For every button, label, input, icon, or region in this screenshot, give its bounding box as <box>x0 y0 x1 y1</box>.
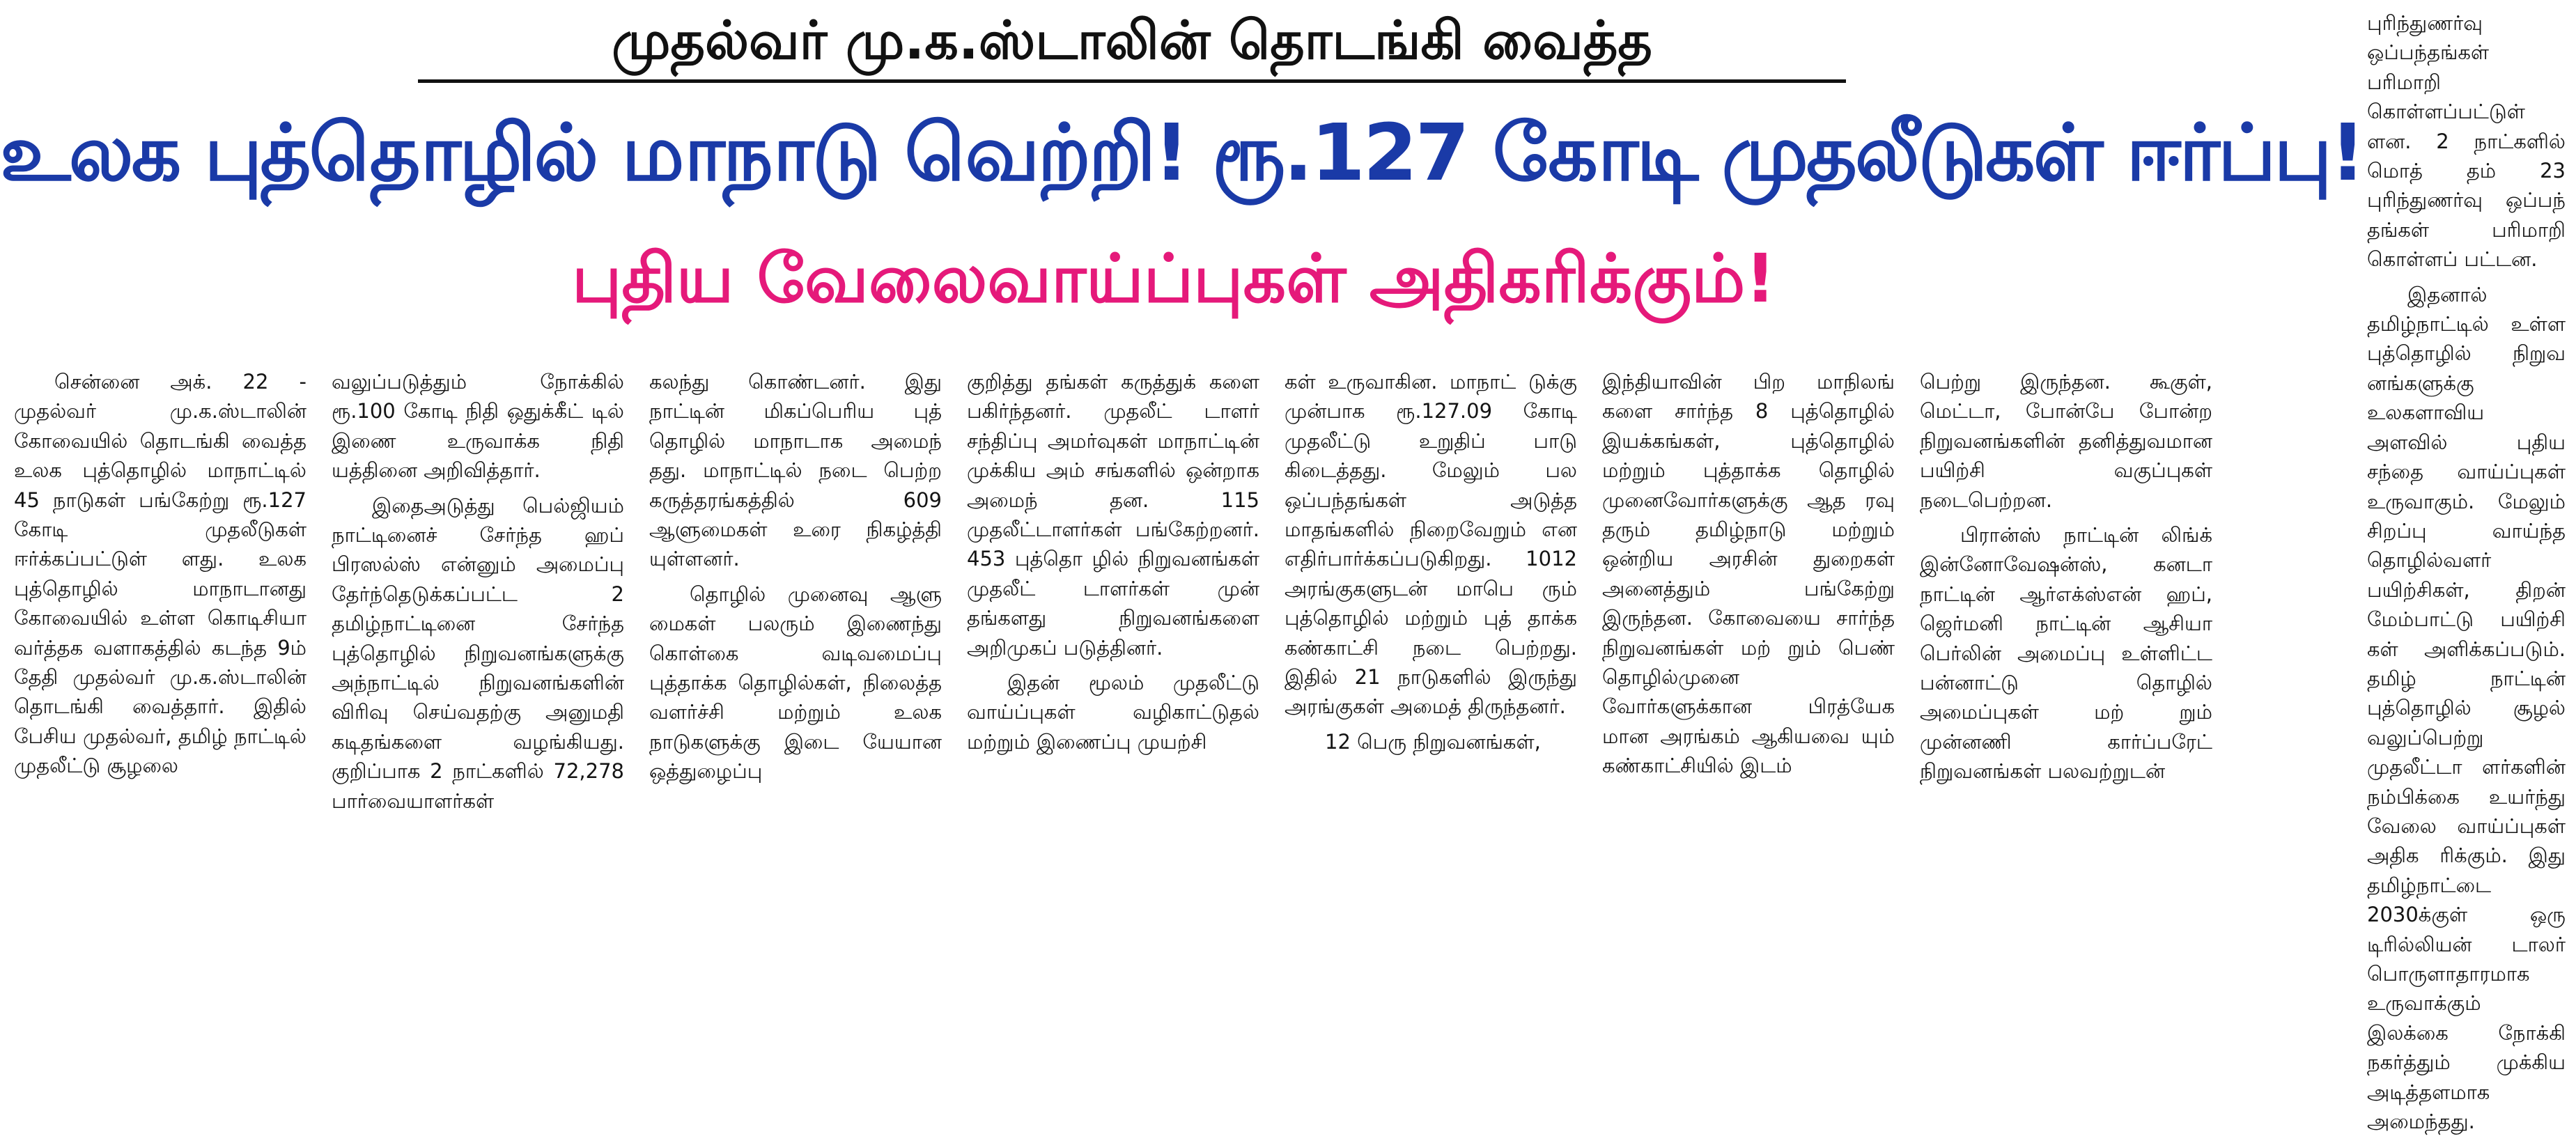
paragraph: இந்தியாவின் பிற மாநிலங் களை சார்ந்த 8 புத்தொழில் இயக்கங்கள், புத்தொழில் மற்றும் புத்தாக்க தொழில் முனைவோர்களுக்கு ஆத ரவு தரும் தமிழ்நாடு மற்றும் ஒன்றிய அரசின் துறைகள் அனைத்தும் பங்கேற்று இருந்தன. கோவையை சார்ந்த நிறுவனங்கள் மற் றும் பெண் தொழில்முனை வோர்களுக்கான பிரத்யேக மான அரங்கம் ஆகியவை யும் கண்காட்சியில் இடம் <box>1602 370 1895 778</box>
article-column-8 <box>2367 8 2566 1134</box>
kicker-headline: முதல்வர் மு.க.ஸ்டாலின் தொடங்கி வைத்த <box>418 4 1846 83</box>
paragraph: புரிந்துணர்வு ஒப்பந்தங்கள் பரிமாறி கொள்ளப்பட்டுள் ளன. 2 நாட்களில் மொத் தம் 23 புரிந்துணர்வு ஒப்பந் தங்கள் பரிமாறி கொள்ளப் பட்டன. <box>2367 11 2566 272</box>
main-headline: உலக புத்தொழில் மாநாடு வெற்றி! ரூ.127 கோடி முதலீடுகள் ஈர்ப்பு! <box>0 108 2364 199</box>
paragraph: 12 பெரு நிறுவனங்கள், <box>1325 729 1541 754</box>
article-column-5 <box>1285 367 1577 820</box>
article-column-2 <box>332 367 624 820</box>
paragraph: கள் உருவாகின. மாநாட் டுக்கு முன்பாக ரூ.127.09 கோடி முதலீட்டு உறுதிப் பாடு கிடைத்தது. மேலும் பல ஒப்பந்தங்கள் அடுத்த மாதங்களில் நிறைவேறும் என எதிர்பார்க்கப்படுகிறது. 1012 அரங்குகளுடன் மாபெ ரும் புத்தொழில் மற்றும் புத் தாக்க கண்காட்சி நடை பெற்றது. இதில் 21 நாடுகளில் இருந்து அரங்குகள் அமைத் திருந்தனர். <box>1285 370 1577 719</box>
paragraph: வலுப்படுத்தும் நோக்கில் ரூ.100 கோடி நிதி ஒதுக்கீட் டில் இணை உருவாக்க நிதி யத்தினை அறிவித்தார். <box>332 370 624 483</box>
paragraph: பிரான்ஸ் நாட்டின் லிங்க் இன்னோவேஷன்ஸ், கனடா நாட்டின் ஆர்எக்ஸ்என் ஹப், ஜெர்மனி நாட்டின் ஆசியா பெர்லின் அமைப்பு உள்ளிட்ட பன்னாட்டு தொழில் அமைப்புகள் மற் றும் முன்னணி கார்ப்பரேட் நிறுவனங்கள் பலவற்றுடன் <box>1920 523 2212 784</box>
article-column-3 <box>649 367 942 820</box>
paragraph: இதைஅடுத்து பெல்ஜியம் நாட்டினைச் சேர்ந்த ஹப் பிரஸல்ஸ் என்னும் அமைப்பு தேர்ந்தெடுக்கப்பட்ட 2 தமிழ்நாட்டினை சேர்ந்த புத்தொழில் நிறுவனங்களுக்கு அந்நாட்டில் நிறுவனங்களின் விரிவு செய்வதற்கு அனுமதி கடிதங்களை வழங்கியது. குறிப்பாக 2 நாட்களில் 72,278 பார்வையாளர்கள் <box>332 493 624 813</box>
article-column-1 <box>14 367 307 820</box>
paragraph: இதன் மூலம் முதலீட்டு வாய்ப்புகள் வழிகாட்டுதல் மற்றும் இணைப்பு முயற்சி <box>967 671 1259 754</box>
paragraph: கலந்து கொண்டனர். இது நாட்டின் மிகப்பெரிய புத் தொழில் மாநாடாக அமைந் தது. மாநாட்டில் நடை பெற்ற கருத்தரங்கத்தில் 609 ஆளுமைகள் உரை நிகழ்த்தி யுள்ளனர். <box>649 370 942 571</box>
paragraph: தொழில் முனைவு ஆளு மைகள் பலரும் இணைந்து கொள்கை வடிவமைப்பு புத்தாக்க தொழில்கள், நிலைத்த வளர்ச்சி மற்றும் உலக நாடுகளுக்கு இடை யேயான ஒத்துழைப்பு <box>649 582 942 784</box>
paragraph: சென்னை அக். 22 - முதல்வர் மு.க.ஸ்டாலின் கோவையில் தொடங்கி வைத்த உலக புத்தொழில் மாநாட்டில் 45 நாடுகள் பங்கேற்று ரூ.127 கோடி முதலீடுகள் ஈர்க்கப்பட்டுள் ளது. உலக புத்தொழில் மாநாடானது கோவையில் உள்ள கொடிசியா வர்த்தக வளாகத்தில் கடந்த 9ம் தேதி முதல்வர் மு.க.ஸ்டாலின் தொடங்கி வைத்தார். இதில் பேசிய முதல்வர், தமிழ் நாட்டில் முதலீட்டு சூழலை <box>14 370 307 778</box>
paragraph: இதனால் தமிழ்நாட்டில் உள்ள புத்தொழில் நிறுவ னங்களுக்கு உலகளாவிய அளவில் புதிய சந்தை வாய்ப்புகள் உருவாகும். மேலும் சிறப்பு வாய்ந்த தொழில்வளர் பயிற்சிகள், திறன் மேம்பாட்டு பயிற்சி கள் அளிக்கப்படும். தமிழ் நாட்டின் புத்தொழில் சூழல் வலுப்பெற்று முதலீட்டா ளர்களின் நம்பிக்கை உயர்ந்து வேலை வாய்ப்புகள் அதிக ரிக்கும். இது தமிழ்நாட்டை 2030க்குள் ஒரு டிரில்லியன் டாலர் பொருளாதாரமாக உருவாக்கும் இலக்கை நோக்கி நகர்த்தும் முக்கிய அடித்தளமாக அமைந்தது. <box>2367 282 2566 1134</box>
paragraph: குறித்து தங்கள் கருத்துக் களை பகிர்ந்தனர். முதலீட் டாளர் சந்திப்பு அமர்வுகள் மாநாட்டின் முக்கிய அம் சங்களில் ஒன்றாக அமைந் தன. 115 முதலீட்டாளர்கள் பங்கேற்றனர். 453 புத்தொ ழில் நிறுவனங்கள் முதலீட் டாளர்கள் முன் தங்களது நிறுவனங்களை அறிமுகப் படுத்தினர். <box>967 370 1259 660</box>
sub-headline: புதிய வேலைவாய்ப்புகள் அதிகரிக்கும்! <box>571 240 1776 318</box>
article-column-4 <box>967 367 1259 820</box>
paragraph: பெற்று இருந்தன. கூகுள், மெட்டா, போன்பே போன்ற நிறுவனங்களின் தனித்துவமான பயிற்சி வகுப்புகள் நடைபெற்றன. <box>1920 370 2212 512</box>
article-column-6 <box>1602 367 1895 820</box>
article-column-7 <box>1920 367 2212 820</box>
